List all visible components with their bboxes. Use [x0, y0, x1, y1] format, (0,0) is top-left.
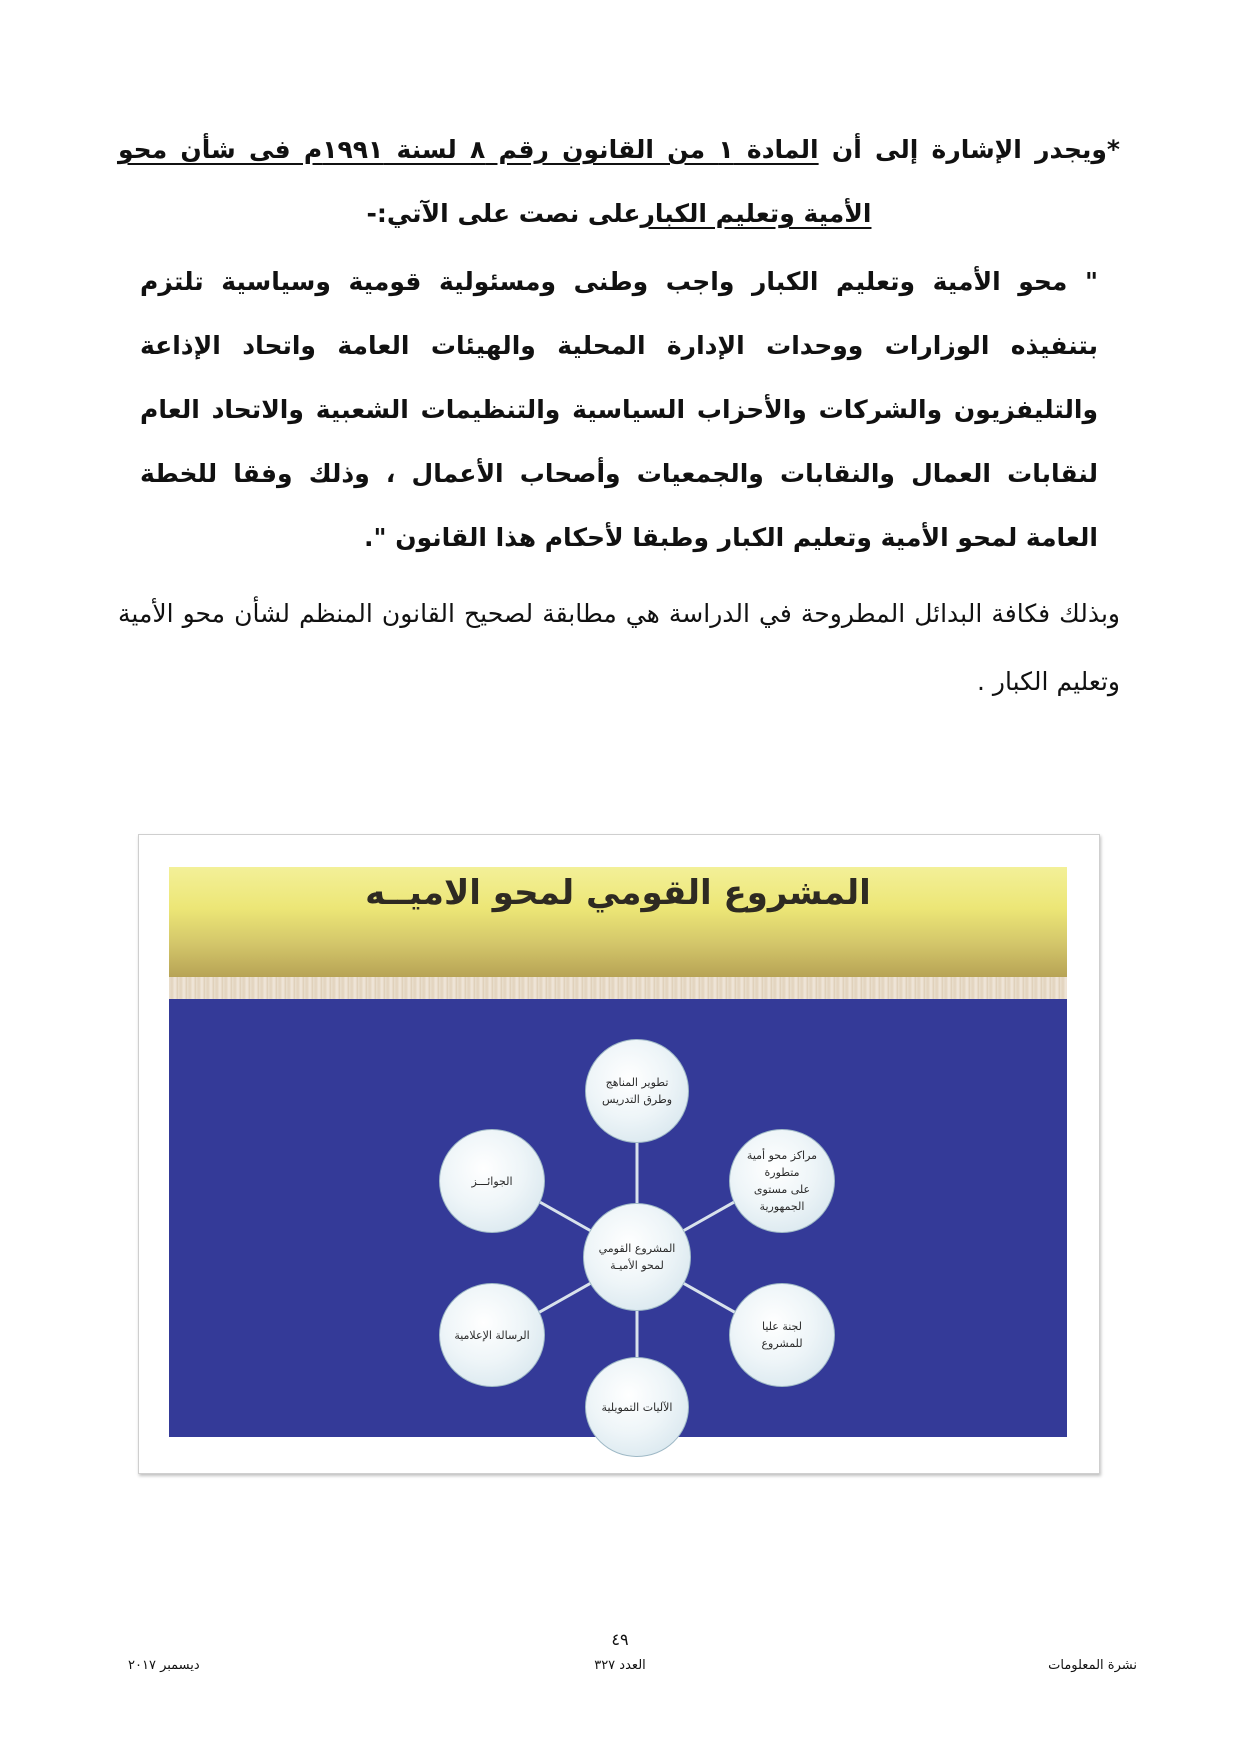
figure-frame — [138, 834, 1100, 1474]
conclusion-paragraph: وبذلك فكافة البدائل المطروحة في الدراسة هي مطابقة لصحيح القانون المنظم لشأن محو الأمية وتعليم الكبار . — [118, 599, 1120, 696]
node-funding — [585, 1357, 689, 1457]
slide-banner — [169, 867, 1067, 977]
node-committee-label: لجنة عليا للمشروع — [761, 1320, 803, 1350]
decorative-strip — [169, 977, 1067, 999]
center-node — [583, 1203, 691, 1311]
intro-text-start: *ويجدر الإشارة إلى أن — [818, 135, 1120, 164]
intro-paragraph — [118, 118, 1120, 246]
node-awards — [439, 1129, 545, 1233]
law-reference: المادة ١ من القانون رقم ٨ لسنة ١٩٩١م فى شأن محو الأمية وتعليم الكبار — [118, 135, 872, 228]
slide-title: المشروع القومي لمحو الاميــه — [365, 873, 871, 913]
node-awards-label: الجوائـــز — [471, 1174, 513, 1188]
node-curriculum — [585, 1039, 689, 1143]
node-media — [439, 1283, 545, 1387]
node-media-label: الرسالة الإعلامية — [454, 1328, 530, 1342]
node-committee — [729, 1283, 835, 1387]
project-slide — [169, 867, 1067, 1437]
footer-issue: العدد ٣٢٧ — [594, 1658, 646, 1673]
hub-diagram — [169, 999, 1067, 1437]
node-centers-label: مراكز محو أمية متطورة على مستوى الجمهورية — [746, 1149, 818, 1213]
node-funding-label: الآليات التمويلية — [601, 1400, 673, 1414]
footer-date: ديسمبر ٢٠١٧ — [128, 1658, 200, 1673]
node-centers — [729, 1129, 835, 1233]
node-curriculum-label: تطوير المناهج وطرق التدريس — [601, 1076, 673, 1106]
page-number: ٤٩ — [611, 1630, 629, 1649]
intro-text-end: على نصت على الآتي:- — [366, 199, 641, 228]
footer-publication: نشرة المعلومات — [1048, 1658, 1137, 1673]
center-node-label: المشروع القومي لمحو الأميـة — [598, 1242, 676, 1272]
law-quote: " محو الأمية وتعليم الكبار واجب وطنى ومسئولية قومية وسياسية تلتزم بتنفيذه الوزارات ووحدات الإدارة المحلية والهيئات العامة واتحاد الإذاعة والتليفزيون والشركات والأحزاب السياسية والتنظيمات الشعبية والاتحاد العام لنقابات العمال والنقابات والجمعيات وأصحاب الأعمال ، وذلك وفقا للخطة العامة لمحو الأمية وتعليم الكبار وطبقا لأحكام هذا القانون ". — [140, 267, 1098, 552]
